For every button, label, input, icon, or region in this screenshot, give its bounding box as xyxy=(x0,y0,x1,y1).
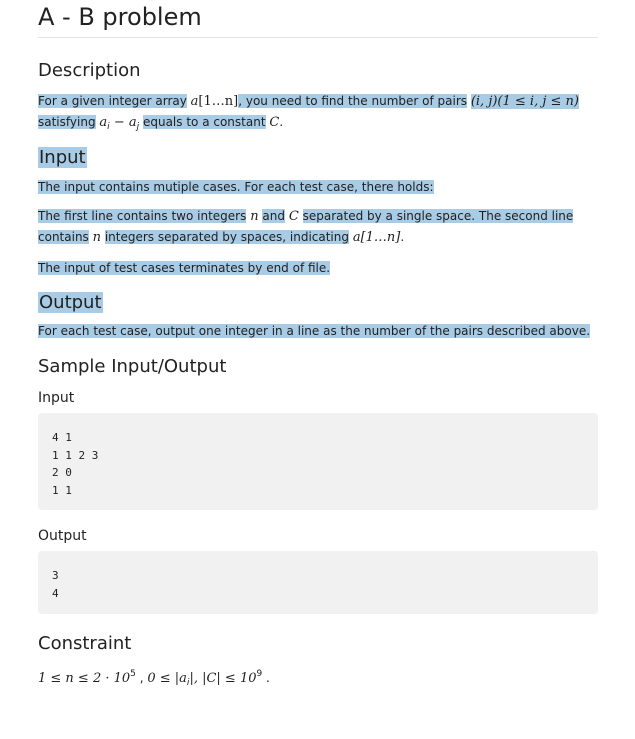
math-a: a xyxy=(190,94,199,109)
description-text-3: satisfying xyxy=(38,115,96,129)
math-sub-i: i xyxy=(107,122,110,132)
description-text-4: equals to a constant xyxy=(142,115,266,129)
input-text-1 xyxy=(38,177,603,198)
math-n: n xyxy=(250,209,259,224)
sample-input-label: Input xyxy=(38,390,75,406)
description-text-5: . xyxy=(279,115,284,129)
sample-heading: Sample Input/Output xyxy=(38,356,227,377)
description-text-1: For a given integer array xyxy=(38,94,187,108)
output-p1: For each test case, output one integer in a line as the number of the pairs described above. xyxy=(38,324,591,338)
math-minus: − xyxy=(109,115,129,130)
constraint-exp-2: 9 xyxy=(256,669,263,679)
input-text-3 xyxy=(38,258,603,279)
input-p2-6: . xyxy=(400,230,405,244)
constraint-math-3: |, |C| ≤ 10 xyxy=(189,671,257,686)
math-ai: a xyxy=(99,115,108,130)
input-p2-1: The first line contains two integers xyxy=(38,209,247,223)
constraint-end: . xyxy=(262,671,270,685)
constraint-exp-1: 5 xyxy=(130,669,136,679)
description-text xyxy=(38,91,603,138)
input-p2-4: contains xyxy=(38,230,89,244)
constraint-math-2: 0 ≤ |a xyxy=(147,671,187,686)
sample-input-code: 4 1 1 1 2 3 2 0 1 1 xyxy=(52,431,99,497)
sample-input-box xyxy=(38,413,598,510)
input-p1: The input contains mutiple cases. For each test case, there holds: xyxy=(38,180,434,194)
math-sub-j: j xyxy=(136,122,140,132)
math-c: C xyxy=(269,115,280,130)
constraint-heading: Constraint xyxy=(38,633,132,654)
description-text-2: , you need to find the number of pairs xyxy=(238,94,467,108)
page-title: A - B problem xyxy=(38,3,202,31)
math-array: a[1…n] xyxy=(352,230,401,245)
description-heading: Description xyxy=(38,60,141,81)
input-p2-3: separated by a single space. The second line xyxy=(302,209,574,223)
math-aj: a xyxy=(128,115,137,130)
math-c2: C xyxy=(288,209,299,224)
sample-output-code: 3 4 xyxy=(52,569,59,600)
input-text-2 xyxy=(38,206,603,248)
math-pair: (i, j)(1 ≤ i, j ≤ n) xyxy=(470,94,579,109)
constraint-sub-i: i xyxy=(186,678,190,688)
constraint-text xyxy=(38,664,603,694)
title-divider xyxy=(38,37,598,38)
math-range: [1…n] xyxy=(198,94,239,109)
input-p3: The input of test cases terminates by end of file. xyxy=(38,261,331,275)
sample-output-label: Output xyxy=(38,528,87,544)
output-text xyxy=(38,321,603,342)
output-heading: Output xyxy=(39,292,102,313)
constraint-math-1: 1 ≤ n ≤ 2 · 10 xyxy=(38,671,131,686)
math-n2: n xyxy=(92,230,101,245)
input-heading: Input xyxy=(39,147,86,168)
constraint-sep: , xyxy=(135,671,148,685)
input-p2-2: and xyxy=(262,209,285,223)
input-p2-5: integers separated by spaces, indicating xyxy=(104,230,349,244)
sample-output-box xyxy=(38,551,598,614)
